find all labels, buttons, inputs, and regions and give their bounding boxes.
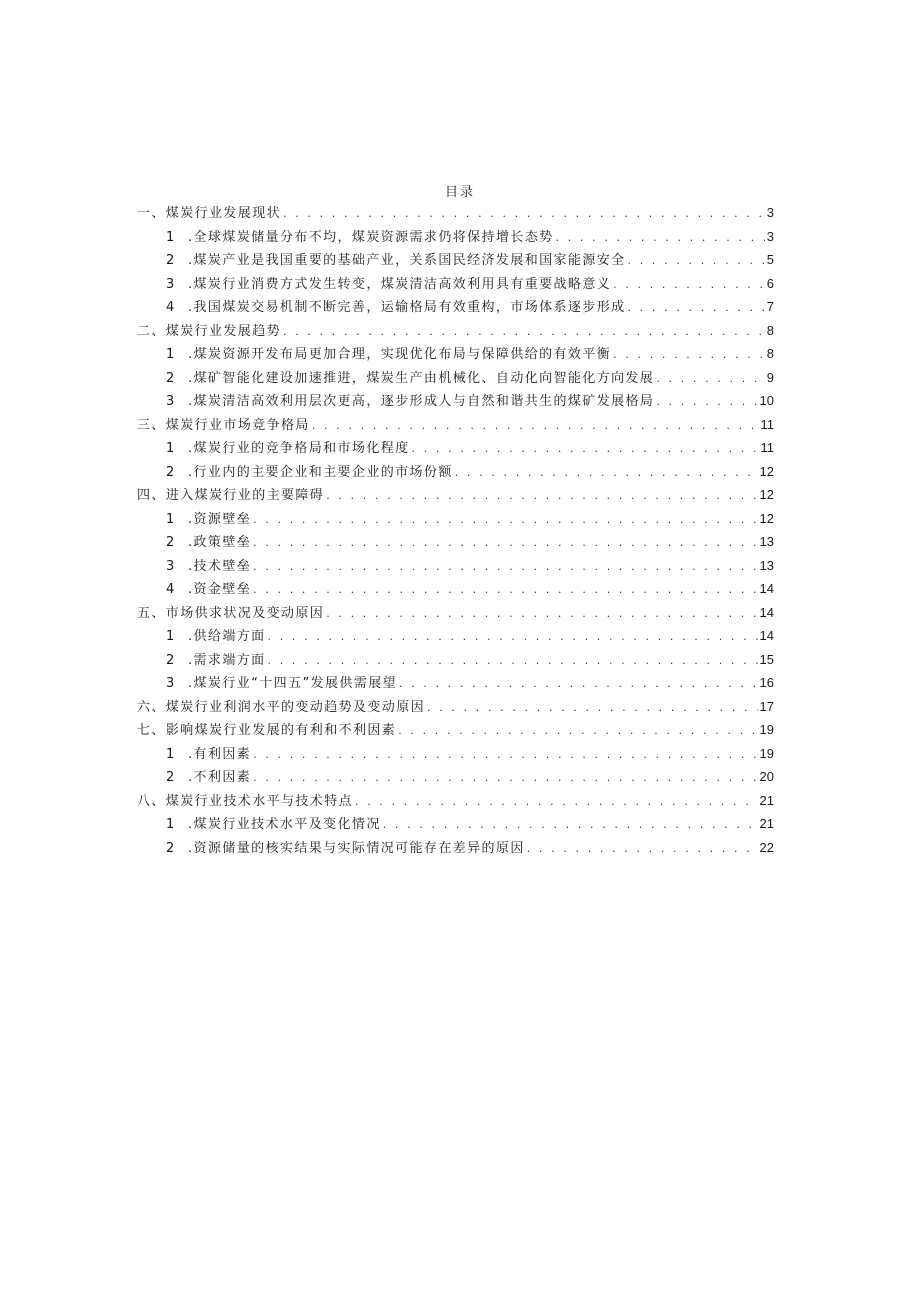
toc-dot-leader (656, 395, 757, 408)
toc-entry-label (166, 296, 626, 315)
toc-entry-text: 四、进入煤炭行业的主要障碍 (137, 488, 325, 503)
toc-entry-text: .煤炭行业“十四五”发展供需展望 (188, 676, 398, 691)
toc-page-number: 5 (766, 252, 774, 267)
toc-dot-leader (656, 372, 764, 385)
toc-entry-label (166, 343, 611, 362)
toc-entry-text: .需求端方面 (188, 652, 266, 668)
toc-entry-number: 2 (166, 535, 175, 550)
toc-entry-label (166, 249, 626, 268)
toc-entry-number: 2 (166, 253, 175, 268)
toc-entry-text: .煤炭清洁高效利用层次更高，逐步形成人与自然和谐共生的煤矿发展格局 (188, 394, 655, 409)
toc-page-number: 14 (759, 628, 774, 643)
toc-page-number: 16 (759, 675, 774, 690)
toc-entry-text: 二、煤炭行业发展趋势 (137, 323, 282, 339)
toc-section-entry[interactable] (137, 320, 774, 344)
toc-entry-label (137, 790, 353, 809)
toc-subsection-entry[interactable] (137, 555, 774, 579)
toc-page-number: 13 (759, 534, 774, 549)
toc-entry-text: .资源储量的核实结果与实际情况可能存在差异的原因 (188, 840, 525, 856)
toc-entry-label (137, 719, 396, 738)
toc-entry-label (166, 578, 251, 597)
toc-section-entry[interactable] (137, 484, 774, 508)
toc-dot-leader (268, 654, 758, 667)
toc-section-entry[interactable] (137, 202, 774, 226)
toc-dot-leader (355, 795, 758, 808)
toc-dot-leader (326, 607, 757, 620)
toc-subsection-entry[interactable] (137, 367, 774, 391)
toc-subsection-entry[interactable] (137, 296, 774, 320)
toc-page-number: 3 (766, 205, 774, 220)
toc-dot-leader (253, 583, 757, 596)
toc-entry-text: .煤炭资源开发布局更加合理，实现优化布局与保障供给的有效平衡 (188, 347, 612, 362)
toc-dot-leader (527, 842, 758, 855)
toc-page-number: 12 (759, 463, 774, 479)
toc-entry-number: 2 (166, 464, 175, 480)
toc-section-entry[interactable] (137, 602, 774, 626)
toc-entry-label (166, 743, 251, 762)
toc-title: 目录 (444, 185, 475, 200)
toc-subsection-entry[interactable] (137, 813, 774, 837)
toc-subsection-entry[interactable] (137, 343, 774, 367)
toc-entry-number: 1 (166, 229, 175, 245)
toc-subsection-entry[interactable] (137, 531, 774, 555)
table-of-contents (137, 202, 774, 860)
toc-dot-leader (253, 748, 757, 761)
toc-entry-number: 1 (166, 347, 175, 362)
toc-page-number: 22 (759, 839, 774, 855)
toc-page-number: 3 (766, 228, 774, 244)
toc-entry-label (137, 414, 310, 433)
toc-entry-label (166, 437, 410, 456)
toc-entry-number: 1 (166, 817, 175, 832)
toc-entry-label (166, 226, 554, 245)
toc-entry-label (166, 766, 251, 785)
toc-page-number: 21 (759, 816, 774, 831)
toc-dot-leader (628, 301, 765, 314)
toc-entry-text: 一、煤炭行业发展现状 (137, 206, 282, 221)
toc-dot-leader (427, 701, 758, 714)
toc-entry-text: .资金壁垒 (188, 582, 252, 597)
toc-dot-leader (268, 630, 758, 643)
toc-entry-label (166, 367, 654, 386)
toc-entry-number: 1 (166, 746, 175, 762)
toc-entry-text: .全球煤炭储量分布不均，煤炭资源需求仍将保持增长态势 (188, 229, 554, 245)
toc-dot-leader (253, 560, 757, 573)
toc-page-number: 8 (766, 322, 774, 338)
toc-entry-number: 1 (166, 441, 175, 456)
toc-entry-label (166, 625, 266, 644)
toc-page-number: 10 (759, 393, 774, 408)
toc-entry-text: .煤炭行业技术水平及变化情况 (188, 817, 381, 832)
toc-entry-label (166, 555, 251, 574)
toc-dot-leader (326, 489, 757, 502)
toc-dot-leader (398, 724, 757, 737)
toc-entry-number: 3 (166, 558, 175, 574)
toc-dot-leader (613, 278, 765, 291)
toc-entry-label (166, 813, 381, 832)
toc-section-entry[interactable] (137, 414, 774, 438)
toc-entry-label (166, 672, 397, 691)
toc-dot-leader (399, 677, 758, 690)
toc-entry-label (137, 696, 425, 715)
toc-entry-number: 1 (166, 629, 175, 644)
toc-entry-text: 八、煤炭行业技术水平与技术特点 (137, 793, 354, 809)
toc-entry-label (137, 202, 281, 221)
toc-page-number: 12 (759, 487, 774, 502)
toc-entry-label (166, 649, 266, 668)
toc-entry-text: .煤炭产业是我国重要的基础产业，关系国民经济发展和国家能源安全 (188, 253, 626, 268)
toc-page-number: 9 (766, 369, 774, 385)
toc-entry-number: 1 (166, 511, 175, 527)
toc-entry-text: .政策壁垒 (188, 535, 252, 550)
toc-entry-label (137, 602, 324, 621)
toc-entry-number: 2 (166, 770, 175, 785)
toc-dot-leader (283, 325, 765, 338)
toc-page-number: 11 (760, 416, 774, 432)
toc-entry-label (166, 390, 654, 409)
toc-dot-leader (383, 818, 758, 831)
toc-dot-leader (628, 254, 765, 267)
toc-dot-leader (312, 419, 759, 432)
toc-subsection-entry[interactable] (137, 508, 774, 532)
toc-page-number: 20 (759, 769, 774, 784)
toc-subsection-entry[interactable] (137, 461, 774, 485)
toc-entry-number: 2 (166, 652, 175, 668)
toc-entry-text: .煤炭行业的竞争格局和市场化程度 (188, 441, 410, 456)
toc-entry-text: .资源壁垒 (188, 511, 252, 527)
toc-page-number: 6 (766, 275, 774, 291)
toc-dot-leader (613, 348, 765, 361)
toc-dot-leader (412, 442, 759, 455)
toc-page-number: 19 (759, 745, 774, 761)
toc-entry-label (166, 531, 251, 550)
toc-subsection-entry[interactable] (137, 578, 774, 602)
toc-entry-number: 3 (166, 676, 175, 691)
toc-entry-label (166, 273, 611, 292)
toc-entry-text: .不利因素 (188, 770, 252, 785)
toc-dot-leader (283, 207, 765, 220)
toc-entry-number: 2 (166, 370, 175, 386)
toc-entry-number: 3 (166, 276, 175, 292)
toc-subsection-entry[interactable] (137, 273, 774, 297)
toc-page-number: 15 (759, 651, 774, 667)
toc-dot-leader (253, 536, 757, 549)
toc-entry-label (137, 320, 281, 339)
toc-entry-text: .行业内的主要企业和主要企业的市场份额 (188, 464, 453, 480)
toc-page-number: 17 (759, 698, 774, 714)
toc-entry-text: .技术壁垒 (188, 558, 252, 574)
toc-entry-text: .供给端方面 (188, 629, 266, 644)
toc-page-number: 21 (759, 792, 774, 808)
toc-entry-number: 4 (166, 582, 175, 597)
toc-subsection-entry[interactable] (137, 743, 774, 767)
toc-section-entry[interactable] (137, 790, 774, 814)
toc-dot-leader (253, 771, 757, 784)
toc-entry-label (166, 837, 525, 856)
toc-subsection-entry[interactable] (137, 625, 774, 649)
toc-entry-number: 3 (166, 394, 175, 409)
toc-dot-leader (253, 513, 757, 526)
toc-page-number: 14 (759, 604, 774, 620)
toc-subsection-entry[interactable] (137, 649, 774, 673)
toc-subsection-entry[interactable] (137, 249, 774, 273)
toc-page-number: 11 (760, 440, 774, 455)
toc-entry-text: .我国煤炭交易机制不断完善，运输格局有效重构，市场体系逐步形成 (188, 300, 626, 315)
toc-subsection-entry[interactable] (137, 390, 774, 414)
toc-page-number: 12 (759, 510, 774, 526)
toc-entry-text: .有利因素 (188, 746, 252, 762)
toc-entry-text: .煤炭行业消费方式发生转变，煤炭清洁高效利用具有重要战略意义 (188, 276, 612, 292)
toc-entry-label (166, 461, 453, 480)
toc-entry-label (137, 484, 324, 503)
toc-entry-text: 六、煤炭行业利润水平的变动趋势及变动原因 (137, 699, 426, 715)
toc-entry-label (166, 508, 251, 527)
toc-entry-text: 五、市场供求状况及变动原因 (137, 605, 325, 621)
toc-entry-number: 4 (166, 300, 175, 315)
toc-subsection-entry[interactable] (137, 226, 774, 250)
toc-page-number: 19 (759, 722, 774, 737)
toc-section-entry[interactable] (137, 696, 774, 720)
toc-entry-text: .煤矿智能化建设加速推进，煤炭生产由机械化、自动化向智能化方向发展 (188, 370, 655, 386)
toc-page-number: 8 (766, 346, 774, 361)
toc-subsection-entry[interactable] (137, 837, 774, 861)
toc-section-entry[interactable] (137, 719, 774, 743)
toc-dot-leader (455, 466, 758, 479)
toc-subsection-entry[interactable] (137, 766, 774, 790)
toc-dot-leader (556, 231, 765, 244)
toc-page-number: 7 (766, 299, 774, 314)
toc-page-number: 13 (759, 557, 774, 573)
toc-page-number: 14 (759, 581, 774, 596)
toc-entry-text: 七、影响煤炭行业发展的有利和不利因素 (137, 723, 397, 738)
toc-subsection-entry[interactable] (137, 672, 774, 696)
toc-entry-number: 2 (166, 840, 175, 856)
toc-subsection-entry[interactable] (137, 437, 774, 461)
toc-entry-text: 三、煤炭行业市场竞争格局 (137, 417, 310, 433)
